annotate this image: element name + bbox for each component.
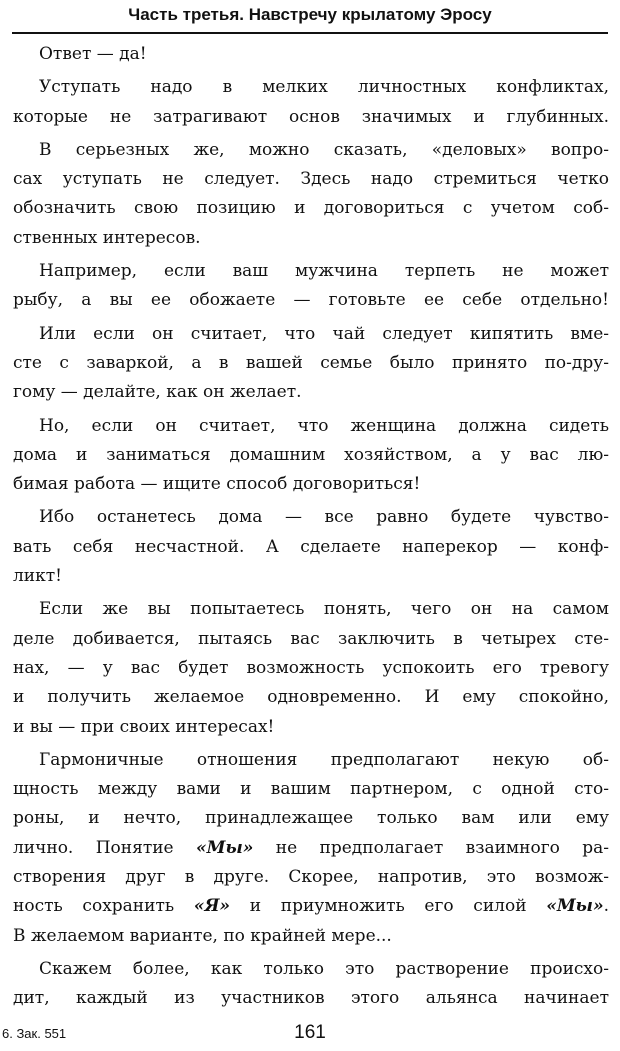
text-line: обозначить свою позицию и договориться с учетом соб- — [13, 198, 609, 219]
text-line: рыбу, а вы ее обожаете — готовьте ее себе отдельно! — [13, 290, 609, 311]
paragraph — [13, 40, 609, 69]
emphasized-term: «Мы» — [546, 896, 604, 917]
text-line: бимая работа — ищите способ договориться! — [13, 474, 421, 495]
text-line: вать себя несчастной. А сделаете наперекор — конф- — [13, 536, 609, 557]
text-line: гому — делайте, как он желает. — [13, 382, 302, 403]
text-line: щность между вами и вашим партнером, с одной сто- — [13, 779, 609, 800]
emphasized-term: «Я» — [193, 896, 231, 917]
paragraph — [13, 73, 609, 132]
text-line: Ответ — да! — [39, 44, 147, 64]
text-line: Скажем более, как только это растворение происхо- — [39, 958, 609, 979]
text-line: Гармоничные отношения предполагают некую об- — [39, 749, 609, 770]
text-line: сах уступать не следует. Здесь надо стремиться четко — [13, 169, 609, 190]
text-line: и получить желаемое одновременно. И ему спокойно, — [13, 687, 609, 708]
paragraph — [13, 257, 609, 316]
text-line: Или если он считает, что чай следует кипятить вме- — [39, 323, 609, 344]
paragraph — [13, 320, 609, 408]
paragraph — [13, 595, 609, 741]
paragraph — [13, 136, 609, 253]
text-line: Ибо останетесь дома — все равно будете чувство- — [39, 507, 609, 528]
text-line: створения друг в друге. Скорее, напротив, это возмож- — [13, 867, 609, 888]
text-line: дома и заниматься домашним хозяйством, а у вас лю- — [13, 444, 609, 465]
page-number: 161 — [294, 1022, 326, 1043]
text-line: нах, — у вас будет возможность успокоить его тревогу — [13, 657, 609, 678]
text-line: Но, если он считает, что женщина должна сидеть — [39, 415, 609, 436]
emphasized-term: «Мы» — [196, 837, 254, 858]
text-line: деле добивается, пытаясь вас заключить в четырех сте- — [13, 628, 609, 649]
text-line: В серьезных же, можно сказать, «деловых» вопро- — [39, 139, 609, 160]
text-line: ликт! — [13, 566, 62, 587]
text-line: дит, каждый из участников этого альянса начинает — [13, 988, 609, 1009]
paragraph — [13, 412, 609, 500]
text-line: Если же вы попытаетесь понять, чего он на самом — [39, 599, 609, 620]
running-title: Часть третья. Навстречу крылатому Эросу — [12, 0, 608, 34]
page-body — [13, 40, 609, 1018]
paragraph — [13, 746, 609, 951]
text-line: сте с заваркой, а в вашей семье было принято по-дру- — [13, 352, 609, 373]
text-line: Уступать надо в мелких личностных конфликтах, — [39, 77, 609, 98]
paragraph — [13, 955, 609, 1014]
printer-signature: 6. Зак. 551 — [2, 1026, 67, 1041]
text-line: и вы — при своих интересах! — [13, 716, 275, 737]
text-line: роны, и нечто, принадлежащее только вам или ему — [13, 808, 609, 829]
text-line: лично. Понятие «Мы» не предполагает взаимного ра- — [13, 837, 609, 858]
paragraph — [13, 503, 609, 591]
text-line: ственных интересов. — [13, 227, 201, 248]
text-line: Например, если ваш мужчина терпеть не может — [39, 261, 609, 282]
text-line: В желаемом варианте, по крайней мере... — [13, 925, 392, 946]
text-line: ность сохранить «Я» и приумножить его силой «Мы». — [13, 896, 609, 917]
text-line: которые не затрагивают основ значимых и глубинных. — [13, 106, 609, 127]
